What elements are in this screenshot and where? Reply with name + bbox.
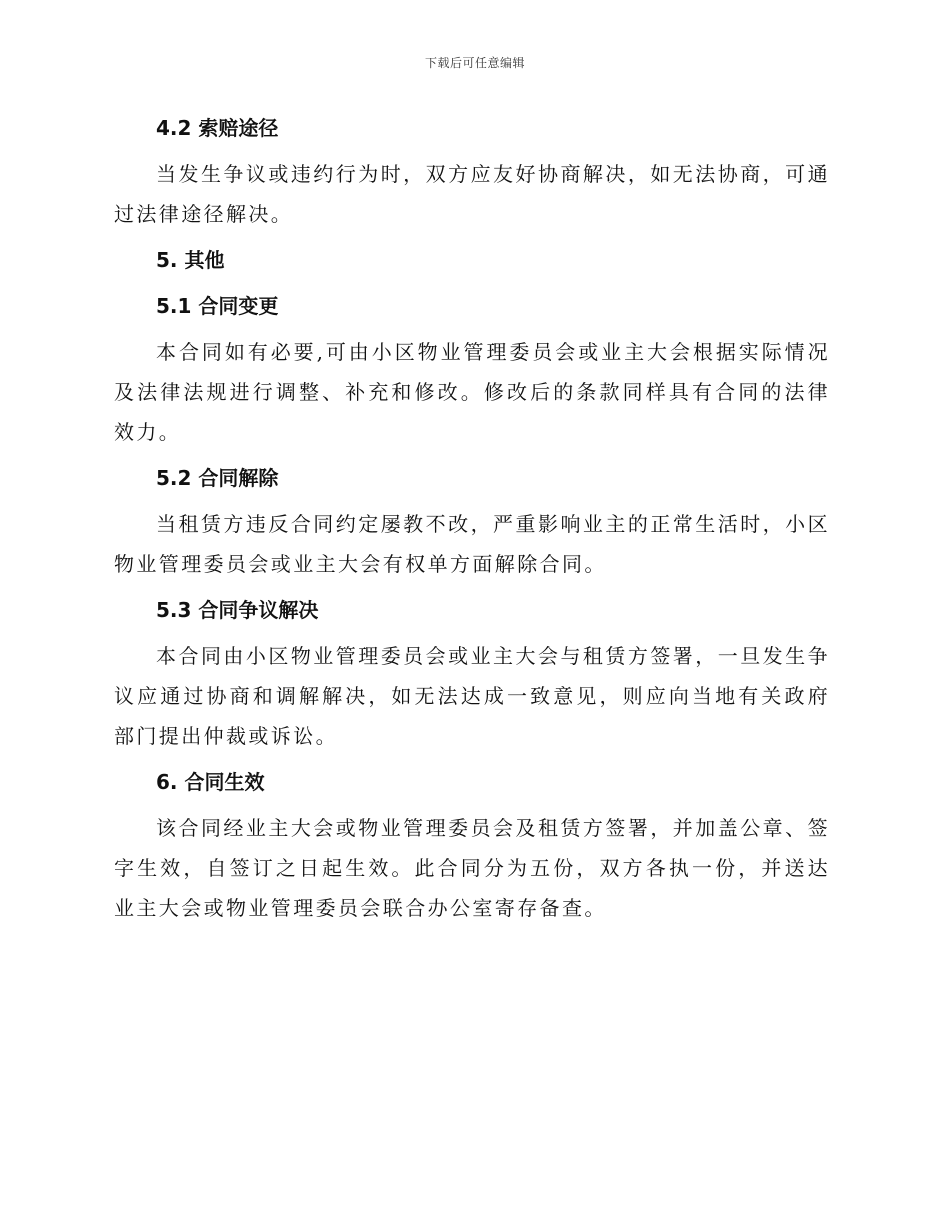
- section-heading-6: 6. 合同生效: [156, 770, 265, 794]
- section-heading-5-3: 5.3 合同争议解决: [156, 598, 319, 622]
- section-heading-5: 5. 其他: [156, 248, 225, 272]
- section-body-4-2: 当发生争议或违约行为时，双方应友好协商解决，如无法协商，可通过法律途径解决。: [114, 162, 830, 226]
- section-body-5-2: 当租赁方违反合同约定屡教不改，严重影响业主的正常生活时，小区物业管理委员会或业主大会有权单方面解除合同。: [114, 512, 830, 576]
- section-body-5-3: 本合同由小区物业管理委员会或业主大会与租赁方签署，一旦发生争议应通过协商和调解解决，如无法达成一致意见，则应向当地有关政府部门提出仲裁或诉讼。: [114, 644, 830, 748]
- section-body-6: 该合同经业主大会或物业管理委员会及租赁方签署，并加盖公章、签字生效，自签订之日起生效。此合同分为五份，双方各执一份，并送达业主大会或物业管理委员会联合办公室寄存备查。: [114, 816, 830, 920]
- document-body: [114, 108, 830, 934]
- section-heading-5-2: 5.2 合同解除: [156, 466, 279, 490]
- page-header-note: 下载后可任意编辑: [424, 56, 525, 70]
- section-heading-4-2: 4.2 索赔途径: [156, 116, 279, 140]
- section-heading-5-1: 5.1 合同变更: [156, 294, 279, 318]
- section-body-5-1: 本合同如有必要,可由小区物业管理委员会或业主大会根据实际情况及法律法规进行调整、补充和修改。修改后的条款同样具有合同的法律效力。: [114, 340, 830, 444]
